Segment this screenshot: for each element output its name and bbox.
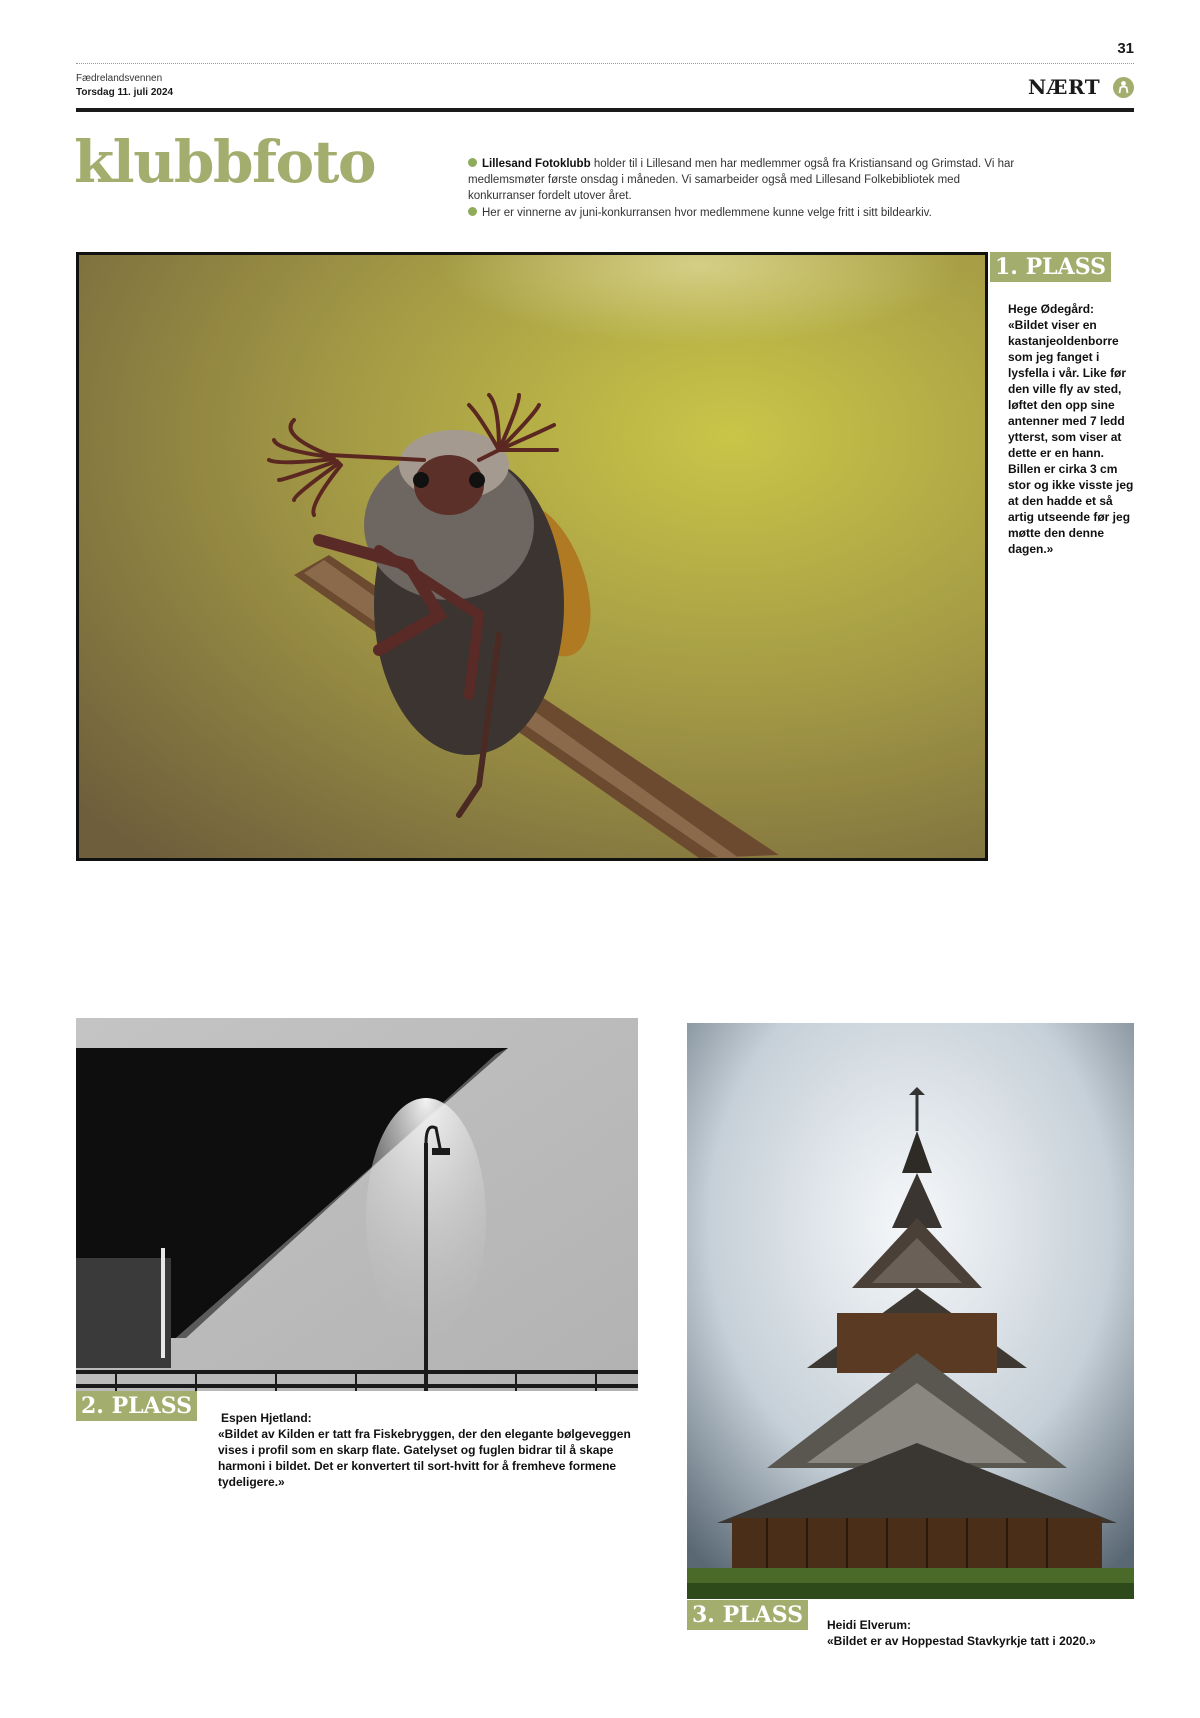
person-circle-icon — [1113, 77, 1134, 98]
issue-date: Torsdag 11. juli 2024 — [76, 87, 174, 98]
photo-caption: «Bildet er av Hoppestad Stavkyrkje tatt i 2020.» — [827, 1634, 1096, 1648]
page-title: klubbfoto — [74, 128, 376, 196]
photographer-name: Heidi Elverum: — [827, 1618, 912, 1632]
place-badge-3: 3. PLASS — [687, 1600, 808, 1630]
caption-3 — [827, 1617, 1134, 1649]
photo-caption: «Bildet av Kilden er tatt fra Fiskebryggen, der den elegante bølgeveggen vises i profil som en skarp flate. Gatelyset og fuglen bidrar til å skape harmoni i bildet. Det er konvertert til sort-hvitt for å fremheve formene tydeligere.» — [218, 1427, 631, 1489]
photo-caption: «Bildet viser en kastanjeoldenborre som jeg fanget i lysfella i vår. Like før den ville fly av sted, løftet den opp sine antenner med 7 ledd ytterst, som viser at dette er en hann. Billen er cirka 3 cm stor og ikke visste jeg at den hadde et så artig utseende før jeg møtte den denne dagen.» — [1008, 318, 1134, 556]
newspaper-name: Fædrelandsvennen — [76, 73, 163, 84]
page-number: 31 — [1117, 40, 1134, 57]
stave-church-photo — [687, 1023, 1134, 1599]
section-label: NÆRT — [1028, 75, 1101, 99]
intro-paragraph — [468, 156, 1028, 204]
caption-2 — [218, 1410, 638, 1490]
place-badge-1: 1. PLASS — [990, 252, 1111, 282]
club-name: Lillesand Fotoklubb — [482, 158, 591, 170]
photographer-name: Espen Hjetland: — [221, 1411, 312, 1425]
bullet-dot — [468, 207, 477, 216]
header-divider — [76, 108, 1134, 112]
bullet-dot — [468, 158, 477, 167]
intro-text: Her er vinnerne av juni-konkurransen hvor medlemmene kunne velge fritt i sitt bildearkiv. — [482, 207, 932, 219]
photographer-name: Hege Ødegård: — [1008, 302, 1095, 316]
intro-text: holder til i Lillesand men har medlemmer også fra Kristiansand og Grimstad. Vi har medlemsmøter første onsdag i måneden. Vi samarbeider også med Lillesand Folkebibliotek med konkurranser fordelt utover året. — [468, 158, 1015, 202]
place-badge-2: 2. PLASS — [76, 1391, 197, 1421]
header-dotted-divider — [76, 63, 1134, 64]
intro-paragraph — [468, 205, 1028, 221]
beetle-photo — [76, 252, 988, 861]
kilden-bw-photo — [76, 1018, 638, 1391]
caption-1 — [1008, 301, 1134, 557]
